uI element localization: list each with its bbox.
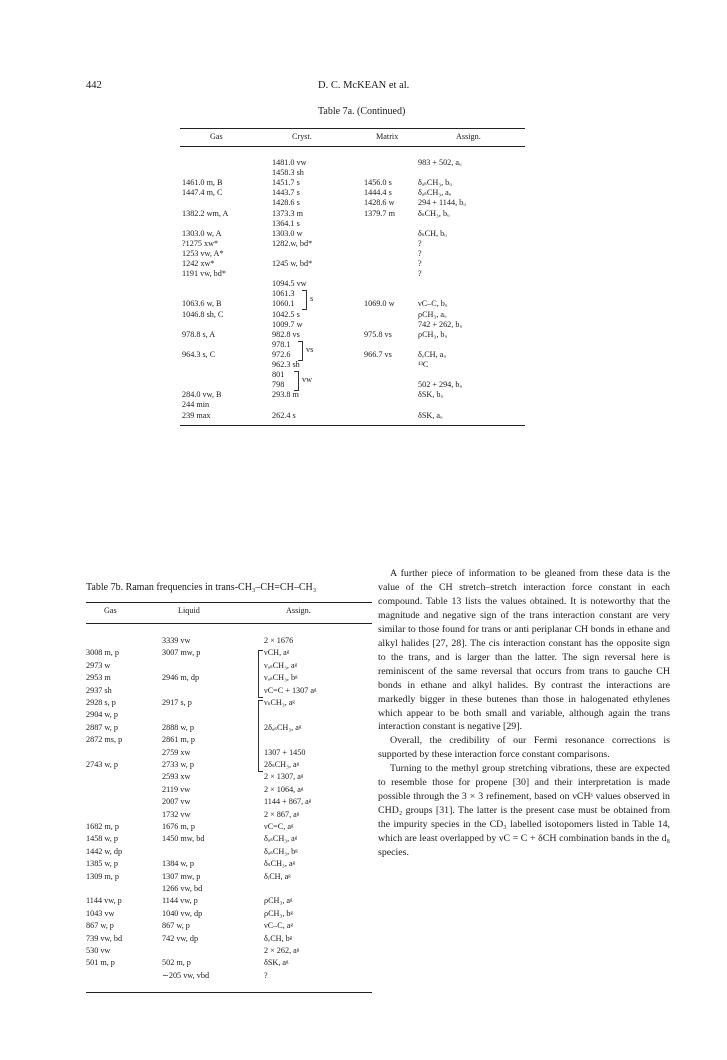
table7b-cell-liquid: 2759 xw (162, 747, 191, 757)
table7b-row (86, 723, 372, 733)
table7b-cell-gas: 2937 sh (86, 685, 112, 695)
table7a-cell-assign: δSK, aᵤ (418, 410, 443, 420)
table7b-cell-assign: 2 × 1676 (264, 636, 294, 645)
table7a-cell-cryst: 978.1 (272, 339, 291, 349)
table7a-cell-cryst: 1060.1 (272, 299, 295, 309)
table7b-col-gas: Gas (104, 606, 117, 615)
table7a-cell-assign: νC–C, bᵤ (418, 299, 448, 309)
table7a-row (180, 259, 525, 269)
table7b-cell-assign: νC=C + 1307 aᵍ (264, 685, 317, 695)
table7a-cell-matrix: 966.7 vs (364, 349, 392, 359)
table7b-cell-assign: δᵢCH, aᵍ (264, 871, 291, 881)
table7a-cell-gas: 1303.0 w, A (182, 228, 222, 238)
table7b-cell-assign: 1144 + 867, aᵍ (264, 797, 312, 807)
table7b-cell-gas: 530 vw (86, 946, 111, 955)
table7b-cell-liquid: 1384 w, p (162, 859, 194, 869)
table7b-row (86, 958, 372, 968)
table7b-cell-assign: 2δₐₛCH₃, aᵍ (264, 722, 302, 732)
table7b-row (86, 946, 372, 956)
table7b-cell-liquid: 2593 xw (162, 772, 191, 782)
table7b-row (86, 872, 372, 882)
table7a-cell-cryst: 1061.3 (272, 289, 295, 299)
table7a-row (180, 380, 525, 390)
table7a-row (180, 229, 525, 239)
table7b-cell-gas: 739 vw, bd (86, 933, 123, 943)
table7b-cell-liquid: 3007 mw, p (162, 648, 201, 658)
table7b-header (86, 606, 372, 616)
table7b-bracket (258, 700, 263, 772)
table7b-cell-liquid: 1307 mw, p (162, 871, 201, 881)
table7a-cell-gas: ?1275 xw* (182, 238, 219, 248)
paragraph-1: A further piece of information to be gleaned from these data is the value of the CH stretch–stretch interaction force constant in each compound. Table 13 lists the values obtained. It is noteworthy that the magnitude and negative sign of the trans interaction constant are very similar to those found for trans or anti periplanar CH bonds in ethane and alkyl halides [27, 28]. The cis interaction constant has the opposite sign to the trans, and is larger than the latter. The sign reversal here is reminiscent of the same reversal that occurs from trans to gauche CH bonds in ethane and alkyl halides. By contrast the interactions are markedly bigger in these butenes than those in halogenated ethylenes which appear to be both small and variable, although again the trans interaction constant is negative [29]. (378, 568, 670, 733)
table7b-row (86, 934, 372, 944)
table7a-cell-assign: ρCH₃, bᵤ (418, 329, 448, 339)
table7a-brace-label: s (310, 294, 314, 304)
table7b-cell-liquid: 1732 vw (162, 809, 191, 819)
table7a-cell-gas: 244 min (182, 400, 210, 410)
table7a-brace-label: vw (302, 375, 313, 385)
table7b-cell-gas: 1458 w, p (86, 834, 118, 844)
table7a-cell-assign: δₐₛCH₃, bᵤ (418, 178, 452, 188)
table7a-row (180, 400, 525, 410)
table7a-cell-cryst: 962.3 sh (272, 360, 300, 369)
table7a-cell-assign: δₐₛCH₃, aᵤ (418, 188, 452, 198)
table7b-cell-assign: νCH, aᵍ (264, 648, 290, 658)
table7b-row (86, 896, 372, 906)
table7b-cell-assign: 2 × 262, aᵍ (264, 946, 300, 955)
table7b-caption: Table 7b. Raman frequencies in trans-CH₃–CH=CH–CH₃ (86, 582, 317, 593)
table7a-col-gas: Gas (210, 132, 223, 141)
table7a-row (180, 320, 525, 330)
table7a-col-cryst: Cryst. (292, 132, 312, 141)
table7a-cell-assign: ρCH₃, aᵤ (418, 309, 447, 319)
table7a-cell-matrix: 1456.0 s (364, 178, 392, 188)
table7a-cell-assign: δₛCH₃, bᵤ (418, 208, 450, 218)
table7a-cell-cryst: 293.8 m (272, 390, 299, 400)
table7b-cell-assign: ? (264, 970, 268, 980)
table7a-row (180, 390, 525, 400)
table7a-cell-matrix: 975.8 vs (364, 329, 392, 339)
table7a-row (180, 178, 525, 188)
table7a-cell-gas: 978.8 s, A (182, 329, 216, 339)
table7a-cell-matrix: 1444.4 s (364, 188, 392, 198)
table7b-cell-gas: 1043 vw (86, 908, 115, 918)
table7b-col-assign: Assign. (286, 606, 311, 615)
table7a-cell-assign: 294 + 1144, bᵤ (418, 198, 466, 208)
table7b-cell-gas: 2928 s, p (86, 698, 116, 707)
table7a-row (180, 168, 525, 178)
table7b-cell-gas: 1144 vw, p (86, 896, 122, 906)
table7b-cell-assign: δₒCH, bᵍ (264, 933, 293, 943)
table7b-cell-liquid: 2119 vw (162, 784, 191, 794)
table7b-cell-liquid: 3339 vw (162, 636, 191, 645)
table7b-cell-liquid: 2733 w, p (162, 760, 194, 769)
table7b-row (86, 810, 372, 820)
table7b-cell-liquid: 1450 mw, bd (162, 834, 205, 844)
table7a-cell-cryst: 1094.5 vw (272, 279, 307, 289)
table7a-cell-matrix: 1069.0 w (364, 299, 395, 309)
table7b-cell-assign: δₐₛCH₃, bᵍ (264, 846, 298, 856)
table7a-row (180, 209, 525, 219)
table7a-cell-matrix: 1379.7 m (364, 208, 395, 218)
table7a-cell-assign: δₛCH, bᵤ (418, 228, 447, 238)
table7b-cell-assign: νC–C, aᵍ (264, 921, 293, 931)
table7b-cell-gas: 867 w, p (86, 921, 114, 931)
table7a-cell-gas: 284.0 vw, B (182, 390, 222, 400)
table7b-cell-liquid: 1040 vw, dp (162, 908, 203, 918)
table7b-cell-liquid: 1676 m, p (162, 822, 195, 831)
table7b-col-liquid: Liquid (178, 606, 200, 615)
table7a-cell-assign: ? (418, 269, 422, 279)
table7b-row (86, 698, 372, 708)
table7a-brace (302, 290, 307, 310)
table7b-cell-assign: 2 × 1064, aᵍ (264, 784, 304, 794)
table7a-cell-gas: 1461.0 m, B (182, 178, 223, 188)
paragraph-3: Turning to the methyl group stretching vibrations, these are expected to resemble those for propene [30] and their interpretation is made possible through the 3 × 3 refinement, based on νCHˢ values observed in CHD₂ groups [31]. The latter is the present case must be obtained from the impurity species in the CD₃ labelled isotopomers listed in Table 14, which are least overlapped by νC = C + δCH combination bands in the d₈ species. (378, 763, 670, 859)
table7a-cell-cryst: 798 (272, 380, 285, 390)
table7b-cell-assign: νC=C, aᵍ (264, 822, 294, 831)
table7a-cell-cryst: 1373.3 m (272, 208, 303, 218)
table7b-row (86, 909, 372, 919)
table7b-cell-gas: 2953 m (86, 673, 111, 683)
table7a-row (180, 340, 525, 350)
table7b-cell-gas: 2872 ms, p (86, 735, 123, 745)
page-number: 442 (86, 80, 102, 91)
table7b-row (86, 971, 372, 981)
table7a-cell-gas: 1253 vw, A* (182, 248, 224, 258)
table7b-cell-gas: 1442 w, dp (86, 846, 123, 856)
table7a-row (180, 370, 525, 380)
table7a-cell-assign: ? (418, 248, 422, 258)
table7a-header (180, 132, 525, 142)
table7b-cell-gas: 1309 m, p (86, 871, 119, 881)
table7b-cell-liquid: 2917 s, p (162, 698, 192, 707)
table7a-row (180, 279, 525, 289)
table7b-row (86, 636, 372, 646)
table7b-cell-gas: 3008 m, p (86, 648, 119, 658)
table7a-cell-cryst: 1451.7 s (272, 178, 300, 188)
table7a-cell-assign: 983 + 502, aᵤ (418, 158, 462, 167)
table7a-cell-matrix: 1428.6 w (364, 198, 395, 208)
table7b-cell-assign: 2 × 1307, aᵍ (264, 772, 304, 782)
table7a-brace (294, 371, 299, 391)
table7a-cell-cryst: 801 (272, 370, 285, 380)
table7b-row (86, 834, 372, 844)
table7b-cell-liquid: 1266 vw, bd (162, 884, 203, 893)
table7a-cell-assign: ¹³C (418, 360, 429, 369)
table7a-cell-cryst: 262.4 s (272, 410, 296, 420)
table7b-cell-assign: 2δₛCH₃, aᵍ (264, 760, 300, 769)
table7a-cell-assign: ? (418, 238, 422, 248)
table7b-cell-liquid: 2946 m, dp (162, 673, 200, 683)
table7a-caption: Table 7a. (Continued) (318, 106, 406, 117)
table7a-row (180, 350, 525, 360)
table7a-row (180, 198, 525, 208)
table7b-cell-liquid: 2861 m, p (162, 735, 195, 745)
table7a-cell-cryst: 982.8 vs (272, 329, 300, 339)
table7b-row (86, 822, 372, 832)
table7b-cell-assign: ρCH₃, bᵍ (264, 908, 293, 918)
table7b-cell-assign: νₐₛCH₃, bᵍ (264, 673, 298, 683)
table7a-cell-assign: δₒCH, aᵤ (418, 349, 447, 359)
table7b-row (86, 785, 372, 795)
paragraph-2: Overall, the credibility of our Fermi resonance corrections is supported by these interaction force constant comparisons. (378, 735, 670, 761)
table7b-cell-assign: νₛCH₃, aᵍ (264, 698, 295, 707)
table7b-row (86, 760, 372, 770)
table7b-cell-gas: 1385 w, p (86, 859, 118, 869)
table7a-cell-gas: 964.3 s, C (182, 349, 216, 359)
table7a-cell-gas: 1242 xw* (182, 259, 215, 268)
body-text (378, 567, 670, 860)
table7a-row (180, 299, 525, 309)
running-head: D. C. McKEAN et al. (318, 80, 410, 91)
table7a-cell-cryst: 1282.w, bd* (272, 238, 313, 248)
table7a-cell-cryst: 1364.1 s (272, 218, 300, 228)
table7a-cell-cryst: 1443.7 s (272, 188, 300, 198)
table7b-cell-liquid: 2888 w, p (162, 722, 194, 732)
table7a-row (180, 269, 525, 279)
table7a-row (180, 310, 525, 320)
table7a-row (180, 239, 525, 249)
table7b-row (86, 847, 372, 857)
table7b-cell-liquid: 1144 vw, p (162, 896, 198, 906)
table7a-cell-gas: 1191 vw, bd* (182, 269, 226, 279)
table7b-cell-gas: 2904 w, p (86, 710, 118, 720)
table7a-cell-assign: 502 + 294, bᵤ (418, 380, 463, 390)
table7b-cell-gas: 2743 w, p (86, 760, 118, 769)
table7b-row (86, 686, 372, 696)
table7a-row (180, 289, 525, 299)
table7b-row (86, 772, 372, 782)
table7a-cell-gas: 1447.4 m, C (182, 188, 223, 198)
table7b (86, 598, 372, 980)
table7b-cell-liquid: 502 m, p (162, 958, 191, 968)
table7a-row (180, 249, 525, 259)
table7b-row (86, 710, 372, 720)
table7a (180, 128, 525, 420)
table7b-row (86, 859, 372, 869)
table7b-cell-gas: 1682 m, p (86, 822, 119, 831)
table7b-cell-assign: δₐₛCH₃, aᵍ (264, 834, 298, 844)
table7b-row (86, 921, 372, 931)
table7b-bracket (258, 650, 263, 698)
table7a-cell-gas: 239 max (182, 410, 211, 420)
table7b-cell-assign: 1307 + 1450 (264, 747, 306, 757)
table7b-row (86, 735, 372, 745)
table7a-cell-gas: 1063.6 w, B (182, 299, 222, 309)
table7a-row (180, 360, 525, 370)
table7b-cell-liquid: ∼205 vw, vbd (162, 970, 210, 980)
table7a-cell-cryst: 1009.7 w (272, 319, 303, 329)
table7a-col-assign: Assign. (456, 132, 481, 141)
table7b-row (86, 648, 372, 658)
table7a-row (180, 330, 525, 340)
table7a-cell-cryst: 1458.3 sh (272, 168, 304, 178)
table7a-cell-assign: δSK, bᵤ (418, 390, 444, 400)
table7a-cell-cryst: 1245 w, bd* (272, 259, 313, 268)
table7b-cell-liquid: 742 vw, dp (162, 933, 199, 943)
table7b-row (86, 661, 372, 671)
table7a-brace-label: vs (306, 344, 314, 354)
table7a-cell-gas: 1046.8 sh, C (182, 309, 224, 319)
table7b-row (86, 748, 372, 758)
table7a-cell-assign: 742 + 262, bᵤ (418, 319, 463, 329)
table7b-row (86, 884, 372, 894)
table7b-cell-liquid: 867 w, p (162, 921, 190, 931)
table7b-cell-assign: δSK, aᵍ (264, 958, 289, 968)
table7a-row (180, 219, 525, 229)
table7b-row (86, 797, 372, 807)
table7b-cell-assign: 2 × 867, aᵍ (264, 809, 300, 819)
table7a-cell-cryst: 972.6 (272, 349, 291, 359)
table7b-row (86, 673, 372, 683)
table7a-cell-gas: 1382.2 wm, A (182, 208, 229, 218)
table7a-row (180, 188, 525, 198)
table7a-row (180, 411, 525, 421)
table7b-cell-liquid: 2007 vw (162, 797, 191, 807)
table7b-cell-gas: 501 m, p (86, 958, 115, 968)
table7b-cell-gas: 2887 w, p (86, 722, 118, 732)
table7a-cell-cryst: 1481.0 vw (272, 158, 307, 167)
table7b-cell-assign: νₐₛCH₃, aᵍ (264, 660, 298, 670)
table7a-row (180, 158, 525, 168)
table7b-cell-assign: δₛCH₃, aᵍ (264, 859, 296, 869)
table7a-col-matrix: Matrix (376, 132, 399, 141)
table7b-cell-gas: 2973 w (86, 660, 111, 670)
table7b-cell-assign: ρCH₃, aᵍ (264, 896, 293, 906)
table7a-cell-cryst: 1428.6 s (272, 198, 300, 208)
table7a-cell-cryst: 1303.0 w (272, 228, 303, 238)
table7a-brace (298, 341, 303, 361)
table7a-cell-cryst: 1042.5 s (272, 309, 300, 319)
table7a-cell-assign: ? (418, 259, 422, 268)
